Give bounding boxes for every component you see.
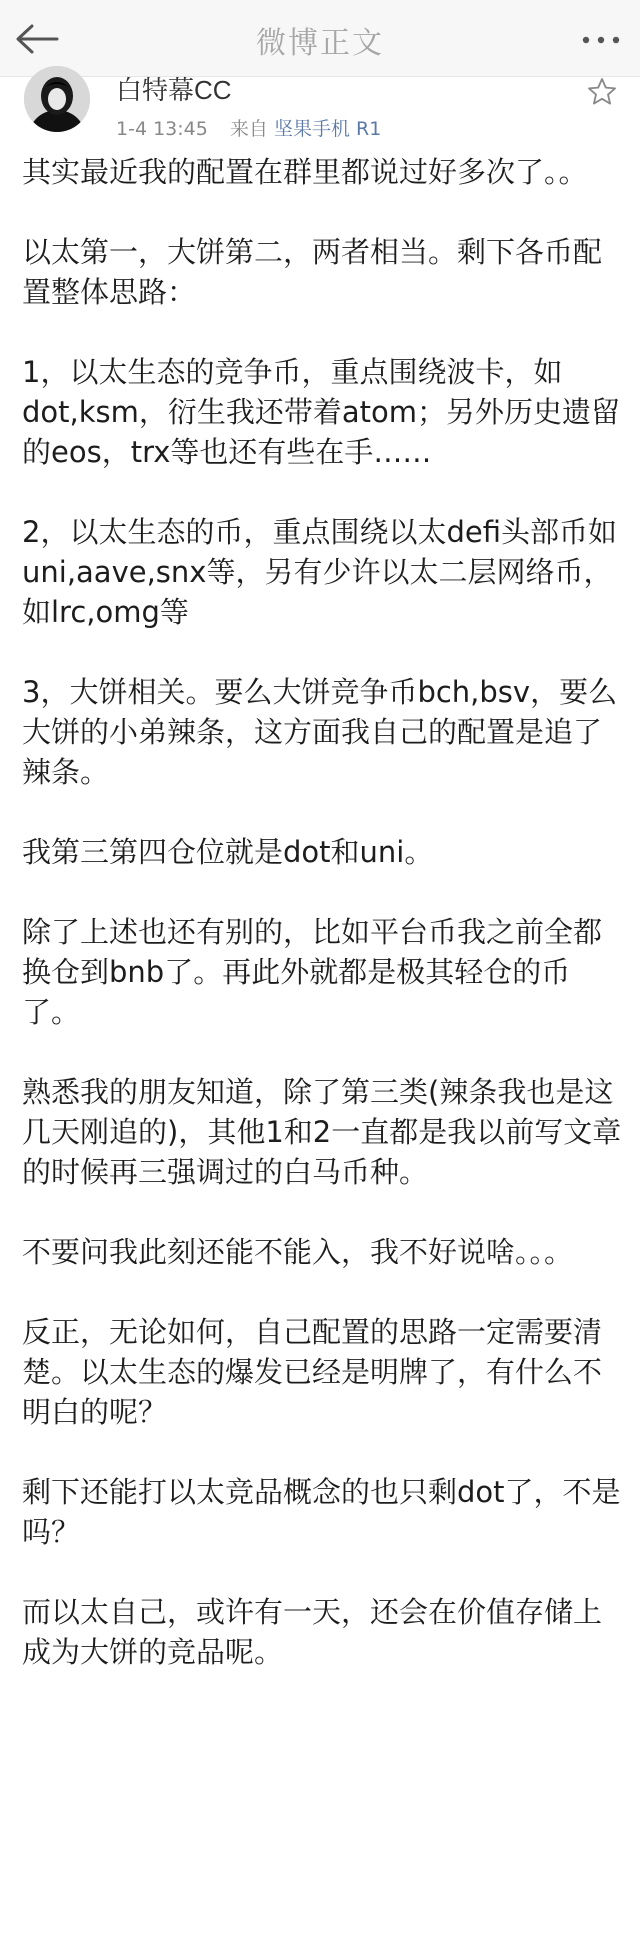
post-paragraph: 其实最近我的配置在群里都说过好多次了。。 <box>22 155 588 189</box>
post-paragraph: 1，以太生态的竞争币，重点围绕波卡，如dot,ksm，衍生我还带着atom；另外历史遗留的eos，trx等也还有些在手…… <box>22 355 621 469</box>
from-label: 来自 <box>229 118 268 140</box>
post-meta <box>116 114 381 141</box>
post-paragraph: 而以太自己，或许有一天，还会在价值存储上成为大饼的竞品呢。 <box>22 1595 603 1669</box>
post-content <box>22 152 622 1712</box>
favorite-button[interactable] <box>586 76 622 112</box>
post-paragraph: 除了上述也还有别的，比如平台币我之前全都换仓到bnb了。再此外就都是极其轻仓的币了。 <box>22 915 603 1029</box>
post-author-header <box>0 76 640 146</box>
more-options-button[interactable] <box>576 20 626 60</box>
post-paragraph: 以太第一，大饼第二，两者相当。剩下各币配置整体思路： <box>22 235 603 309</box>
page-title: 微博正文 <box>256 26 384 61</box>
post-paragraph: 我第三第四仓位就是dot和uni。 <box>22 835 434 869</box>
post-paragraph: 3，大饼相关。要么大饼竞争币bch,bsv，要么大饼的小弟辣条，这方面我自己的配置是追了辣条。 <box>22 675 618 789</box>
star-outline-icon <box>586 76 618 108</box>
avatar[interactable] <box>24 66 90 132</box>
post-time: 1-4 13:45 <box>116 118 208 140</box>
post-paragraph: 2，以太生态的币，重点围绕以太defi头部币如uni,aave,snx等，另有少许以太二层网络币，如lrc,omg等 <box>22 515 617 629</box>
post-paragraph: 剩下还能打以太竞品概念的也只剩dot了，不是吗？ <box>22 1475 621 1549</box>
avatar-image <box>24 66 90 132</box>
more-dots-icon <box>581 35 621 45</box>
post-paragraph: 反正，无论如何，自己配置的思路一定需要清楚。以太生态的爆发已经是明牌了，有什么不明白的呢？ <box>22 1315 603 1429</box>
post-paragraph: 不要问我此刻还能不能入，我不好说啥。。。 <box>22 1235 574 1269</box>
post-paragraph: 熟悉我的朋友知道，除了第三类(辣条我也是这几天刚追的)，其他1和2一直都是我以前写文章的时候再三强调过的白马币种。 <box>22 1075 622 1189</box>
post-source[interactable]: 坚果手机 R1 <box>273 118 382 140</box>
top-navigation-bar <box>0 0 640 77</box>
author-name[interactable]: 白特幕CC <box>116 75 232 105</box>
